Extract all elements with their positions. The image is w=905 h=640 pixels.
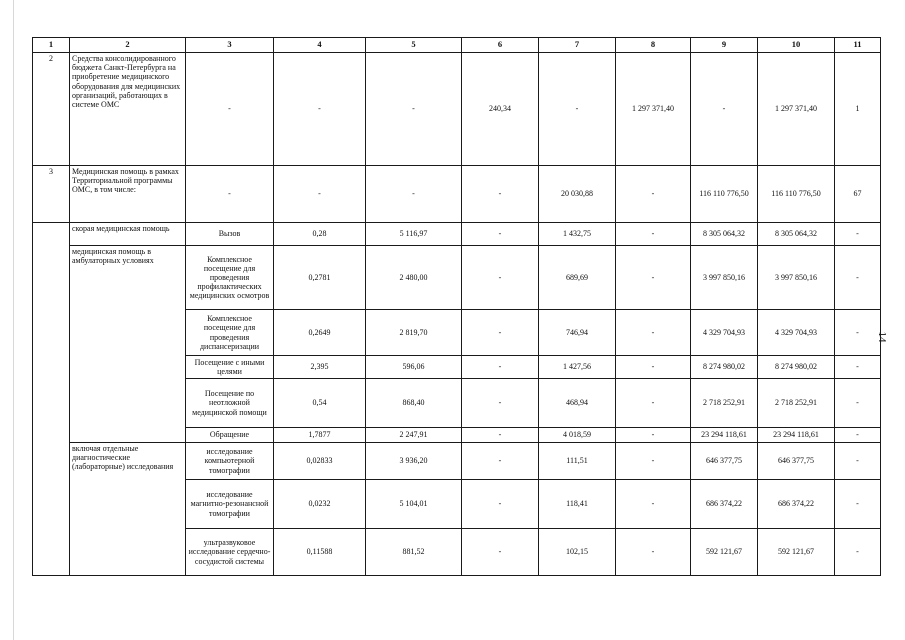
- table-cell: -: [462, 529, 539, 576]
- table-cell: -: [274, 53, 366, 166]
- row-title: Средства консолидированного бюджета Санкт-Петербурга на приобретение медицинского оборудования для медицинских организаций, работающих в системе ОМС: [70, 53, 186, 166]
- table-cell: 596,06: [366, 356, 462, 379]
- table-cell: 881,52: [366, 529, 462, 576]
- table-cell: -: [462, 379, 539, 428]
- table-cell: -: [835, 246, 881, 310]
- table-cell: -: [462, 310, 539, 356]
- table-cell: 116 110 776,50: [758, 166, 835, 223]
- unit-cell: Посещение с иными целями: [186, 356, 274, 379]
- table-cell: 1 297 371,40: [758, 53, 835, 166]
- table-cell: 1 427,56: [539, 356, 616, 379]
- table-cell: -: [835, 480, 881, 529]
- table-cell: 0,2781: [274, 246, 366, 310]
- page-edge-line: [13, 0, 14, 640]
- table-cell: 4 329 704,93: [758, 310, 835, 356]
- table-cell: 3 936,20: [366, 443, 462, 480]
- table-cell: 0,54: [274, 379, 366, 428]
- financing-table: [32, 37, 881, 576]
- header-cell: 10: [758, 38, 835, 53]
- table-cell: 2,395: [274, 356, 366, 379]
- table-cell: 23 294 118,61: [758, 428, 835, 443]
- header-cell: 6: [462, 38, 539, 53]
- table-cell: -: [616, 379, 691, 428]
- header-row: [33, 38, 881, 53]
- table-cell: -: [274, 166, 366, 223]
- header-cell: 9: [691, 38, 758, 53]
- table-cell: 689,69: [539, 246, 616, 310]
- unit-cell: Вызов: [186, 223, 274, 246]
- table-cell: -: [462, 356, 539, 379]
- table-cell: 0,02833: [274, 443, 366, 480]
- table-cell: 8 274 980,02: [758, 356, 835, 379]
- table-row-territorial-program: [33, 166, 881, 223]
- table-cell: 5 104,01: [366, 480, 462, 529]
- table-cell: -: [835, 356, 881, 379]
- unit-cell: Обращение: [186, 428, 274, 443]
- table-cell: 102,15: [539, 529, 616, 576]
- table-cell: 1 432,75: [539, 223, 616, 246]
- table-cell: -: [835, 428, 881, 443]
- table-cell: -: [616, 356, 691, 379]
- table-cell: 0,0232: [274, 480, 366, 529]
- table-cell: -: [366, 53, 462, 166]
- unit-cell: исследование магнитно-резонансной томографии: [186, 480, 274, 529]
- header-cell: 7: [539, 38, 616, 53]
- table-cell: 2 819,70: [366, 310, 462, 356]
- table-cell: 8 305 064,32: [691, 223, 758, 246]
- table-cell: -: [366, 166, 462, 223]
- table-cell: 5 116,97: [366, 223, 462, 246]
- table-cell: 686 374,22: [691, 480, 758, 529]
- table-cell: 240,34: [462, 53, 539, 166]
- table-cell: 646 377,75: [691, 443, 758, 480]
- group-title: медицинская помощь в амбулаторных условиях: [70, 246, 186, 443]
- table-cell: -: [835, 529, 881, 576]
- table-cell: -: [616, 223, 691, 246]
- table-cell: -: [835, 223, 881, 246]
- row-title: Медицинская помощь в рамках Территориальной программы ОМС, в том числе:: [70, 166, 186, 223]
- unit-cell: ультразвуковое исследование сердечно-сосудистой системы: [186, 529, 274, 576]
- table-cell: 118,41: [539, 480, 616, 529]
- table-cell: -: [539, 53, 616, 166]
- table-cell: 868,40: [366, 379, 462, 428]
- table-cell: 592 121,67: [691, 529, 758, 576]
- table-cell: 116 110 776,50: [691, 166, 758, 223]
- table-cell: -: [616, 310, 691, 356]
- table-cell: 111,51: [539, 443, 616, 480]
- table-cell: -: [616, 166, 691, 223]
- blank-number-cell: [33, 223, 70, 576]
- table-cell: 1,7877: [274, 428, 366, 443]
- table-cell: 2 718 252,91: [758, 379, 835, 428]
- table-row-consolidated-budget: [33, 53, 881, 166]
- table-cell: -: [462, 166, 539, 223]
- table-cell: -: [835, 443, 881, 480]
- table-cell: -: [835, 310, 881, 356]
- table-cell: -: [616, 529, 691, 576]
- table-cell: 4 329 704,93: [691, 310, 758, 356]
- header-cell: 8: [616, 38, 691, 53]
- table-cell: -: [186, 53, 274, 166]
- table-cell: 746,94: [539, 310, 616, 356]
- table-cell: -: [462, 246, 539, 310]
- table-cell: 3 997 850,16: [691, 246, 758, 310]
- table-row-ambulance: [33, 223, 881, 246]
- table-cell: 23 294 118,61: [691, 428, 758, 443]
- table-cell: 2 718 252,91: [691, 379, 758, 428]
- table-row-diagnostics: [33, 443, 881, 480]
- table-row-outpatient: [33, 246, 881, 310]
- table-cell: 20 030,88: [539, 166, 616, 223]
- row-number: 2: [33, 53, 70, 166]
- header-cell: 1: [33, 38, 70, 53]
- table-cell: 4 018,59: [539, 428, 616, 443]
- page-number: 14: [876, 331, 888, 343]
- group-title: включая отдельные диагностические (лабораторные) исследования: [70, 443, 186, 576]
- table-cell: 3 997 850,16: [758, 246, 835, 310]
- table-cell: 1: [835, 53, 881, 166]
- table-cell: 8 305 064,32: [758, 223, 835, 246]
- header-cell: 5: [366, 38, 462, 53]
- header-cell: 11: [835, 38, 881, 53]
- table-cell: -: [462, 443, 539, 480]
- table-cell: 0,2649: [274, 310, 366, 356]
- unit-cell: Комплексное посещение для проведения профилактических медицинских осмотров: [186, 246, 274, 310]
- table-cell: -: [616, 443, 691, 480]
- table-cell: 686 374,22: [758, 480, 835, 529]
- table-cell: -: [691, 53, 758, 166]
- unit-cell: Посещение по неотложной медицинской помощи: [186, 379, 274, 428]
- header-cell: 4: [274, 38, 366, 53]
- table-cell: -: [835, 379, 881, 428]
- table-cell: 1 297 371,40: [616, 53, 691, 166]
- table-cell: 468,94: [539, 379, 616, 428]
- table-cell: 67: [835, 166, 881, 223]
- table-cell: -: [616, 428, 691, 443]
- table-cell: -: [616, 480, 691, 529]
- table-cell: 2 247,91: [366, 428, 462, 443]
- table-cell: -: [462, 480, 539, 529]
- table-cell: -: [186, 166, 274, 223]
- table-cell: 592 121,67: [758, 529, 835, 576]
- table-cell: 0,28: [274, 223, 366, 246]
- row-number: 3: [33, 166, 70, 223]
- table-cell: 0,11588: [274, 529, 366, 576]
- unit-cell: Комплексное посещение для проведения диспансеризации: [186, 310, 274, 356]
- table-cell: 2 480,00: [366, 246, 462, 310]
- table-cell: -: [462, 223, 539, 246]
- table-cell: 646 377,75: [758, 443, 835, 480]
- header-cell: 2: [70, 38, 186, 53]
- header-cell: 3: [186, 38, 274, 53]
- row-title: скорая медицинская помощь: [70, 223, 186, 246]
- table-cell: -: [462, 428, 539, 443]
- unit-cell: исследование компьютерной томографии: [186, 443, 274, 480]
- table-cell: 8 274 980,02: [691, 356, 758, 379]
- table-cell: -: [616, 246, 691, 310]
